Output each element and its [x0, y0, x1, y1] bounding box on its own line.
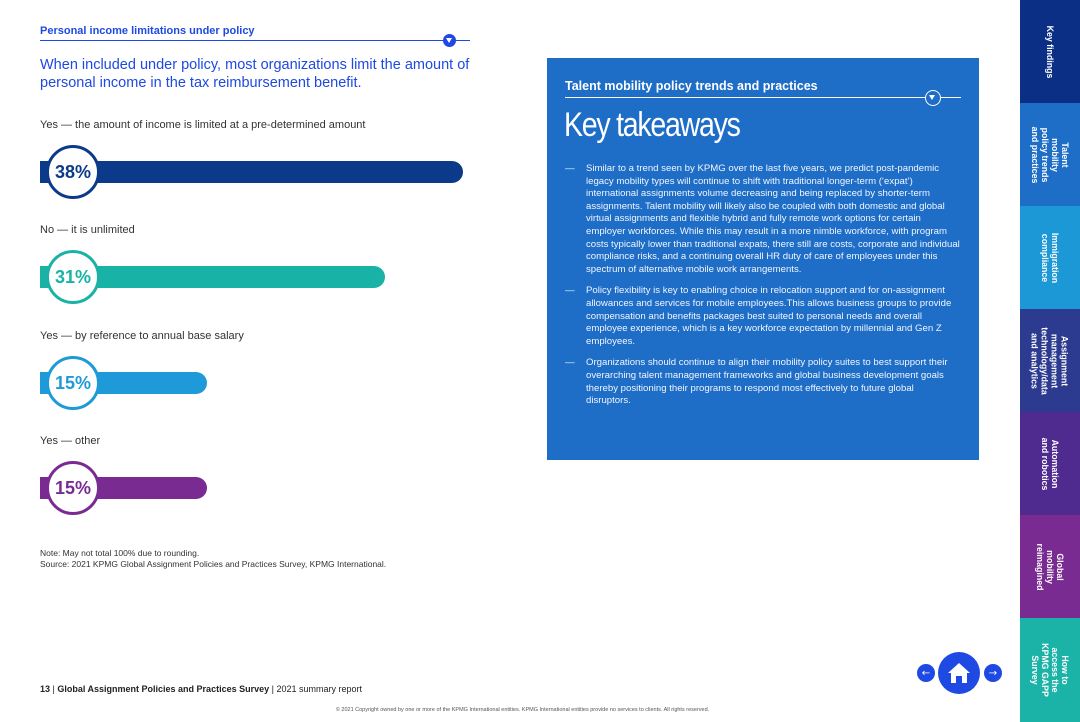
tab-label: How to access the KPMG GAPP Survey	[1030, 643, 1070, 697]
tab-label: Talent mobility policy trends and practices	[1030, 126, 1070, 183]
section-divider	[40, 40, 470, 41]
key-takeaways-panel	[547, 58, 979, 460]
tab-label: Global mobility reimagined	[1035, 543, 1065, 590]
report-title: Global Assignment Policies and Practices Survey	[57, 684, 270, 694]
list-item: — Organizations should continue to align their mobility policy suites to best support their overarching talent management frameworks and global business development goals thereby positioning their programs to respond most effectively to future global disruptors.	[565, 357, 961, 407]
tab-assignment-management[interactable]	[1020, 309, 1080, 412]
source-text: Source: 2021 KPMG Global Assignment Policies and Practices Survey, KPMG International.	[40, 559, 387, 569]
copyright-text: © 2021 Copyright owned by one or more of the KPMG International entities. KPMG International entities provide no services to clients. All rights reserved.	[335, 707, 710, 713]
bar-value-badge: 38%	[46, 145, 100, 199]
next-page-icon[interactable]: →	[984, 664, 1002, 682]
tab-label: Immigration compliance	[1040, 232, 1060, 283]
tab-immigration-compliance[interactable]	[1020, 206, 1080, 309]
page-footer	[40, 684, 362, 694]
chevron-down-icon[interactable]	[925, 90, 941, 106]
tab-global-mobility-reimagined[interactable]	[1020, 515, 1080, 618]
takeaways-list	[565, 163, 961, 417]
home-glyph-icon	[946, 661, 972, 685]
tab-key-findings[interactable]	[1020, 0, 1080, 103]
section-tabs	[1020, 0, 1080, 722]
tab-automation-robotics[interactable]	[1020, 412, 1080, 515]
tab-label: Key findings	[1045, 25, 1055, 78]
note-text: Note: May not total 100% due to rounding.	[40, 548, 200, 558]
panel-divider	[565, 97, 961, 98]
home-icon[interactable]	[938, 652, 980, 694]
bar-label: No — it is unlimited	[40, 224, 135, 236]
tab-label: Assignment management technology/data and analytics	[1030, 326, 1071, 395]
tab-talent-mobility[interactable]	[1020, 103, 1080, 206]
panel-kicker: Talent mobility policy trends and practices	[565, 79, 818, 93]
bar-label: Yes — the amount of income is limited at a pre-determined amount	[40, 119, 366, 131]
bar-value-badge: 15%	[46, 461, 100, 515]
section-intro: When included under policy, most organizations limit the amount of personal income in the tax reimbursement benefit.	[40, 57, 470, 91]
bar-label: Yes — other	[40, 435, 101, 447]
bar-label: Yes — by reference to annual base salary	[40, 330, 244, 342]
chart-notes	[40, 548, 386, 570]
bar-value-badge: 31%	[46, 250, 100, 304]
tab-label: Automation and robotics	[1040, 437, 1060, 490]
bar-value-badge: 15%	[46, 356, 100, 410]
footer-separator: |	[50, 684, 58, 694]
page-number: 13	[40, 684, 51, 694]
list-item: — Similar to a trend seen by KPMG over the last five years, we predict post-pandemic legacy mobility types will continue to shift with traditional longer-term (‘expat’) international assignments volume decreasing and being replaced by shorter-term assignments. Talent mobility will likely also be coupled with both domestic and global virtual assignments and flexible hybrid and fully remote work options for certain employer workforces. While this may result in a more nimble workforce, with program costs typically lower than traditional expats, there still are costs, corporate and individual compliance risks, and a continuing overall HR duty of care of employees under this spectrum of alternative mobile work arrangements.	[565, 163, 961, 276]
bar	[40, 161, 463, 183]
list-item: — Policy flexibility is key to enabling choice in relocation support and for on-assignment allowances and services for mobile employees.This allows business groups to provide compensation and benefits packages best suited to personal needs and overall employee experience, which is a key workforce expectation by millennial and Gen Z employees.	[565, 285, 961, 348]
previous-page-icon[interactable]: ←	[917, 664, 935, 682]
report-suffix: | 2021 summary report	[269, 684, 362, 694]
chevron-down-icon[interactable]	[443, 34, 456, 47]
section-title: Personal income limitations under policy	[40, 25, 255, 37]
panel-heading: Key takeaways	[564, 106, 740, 144]
